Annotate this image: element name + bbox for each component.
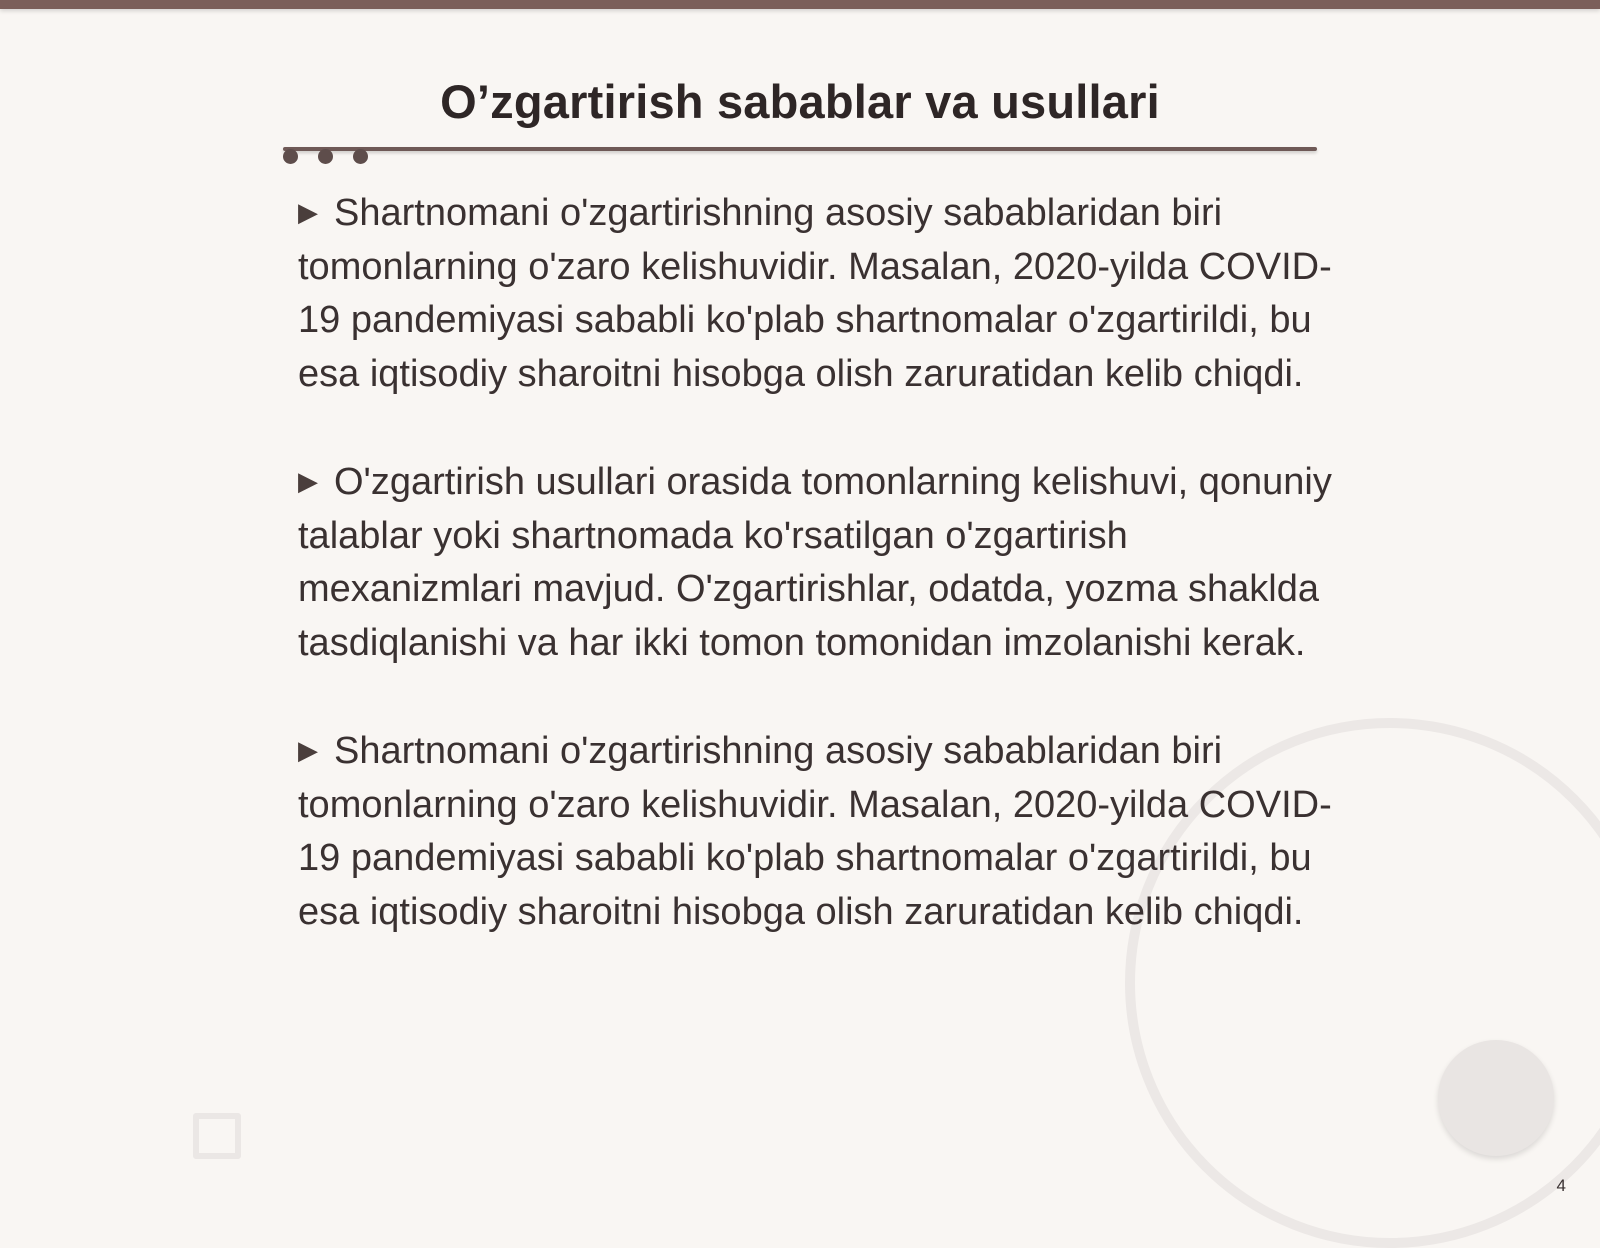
decorative-dot	[283, 149, 298, 164]
title-underline	[283, 147, 1317, 151]
slide-body	[298, 186, 1338, 993]
bullet-text: Shartnomani o'zgartirishning asosiy sabablaridan biri tomonlarning o'zaro kelishuvidir. Masalan, 2020-yilda COVID-19 pandemiyasi sababli ko'plab shartnomalar o'zgartirildi, bu esa iqtisodiy sharoitni hisobga olish zaruratidan kelib chiqdi.	[298, 730, 1332, 933]
top-accent-bar	[0, 0, 1600, 9]
decorative-dot	[318, 149, 333, 164]
bullet-item	[298, 186, 1338, 401]
bullet-text: O'zgartirish usullari orasida tomonlarning kelishuvi, qonuniy talablar yoki shartnomada ko'rsatilgan o'zgartirish mexanizmlari mavjud. O'zgartirishlar, odatda, yozma shaklda tasdiqlanishi va har ikki tomon tomonidan imzolanishi kerak.	[298, 461, 1332, 664]
decorative-circle	[1438, 1040, 1554, 1156]
bullet-text: Shartnomani o'zgartirishning asosiy sabablaridan biri tomonlarning o'zaro kelishuvidir. Masalan, 2020-yilda COVID-19 pandemiyasi sababli ko'plab shartnomalar o'zgartirildi, bu esa iqtisodiy sharoitni hisobga olish zaruratidan kelib chiqdi.	[298, 192, 1332, 395]
bullet-arrow-icon: ▶	[298, 197, 318, 227]
bullet-arrow-icon: ▶	[298, 466, 318, 496]
page-number: 4	[1556, 1176, 1566, 1195]
bullet-arrow-icon: ▶	[298, 735, 318, 765]
decorative-square	[193, 1113, 241, 1159]
slide-title: O’zgartirish sabablar va usullari	[440, 75, 1160, 128]
bullet-item	[298, 724, 1338, 939]
bullet-item	[298, 455, 1338, 670]
decorative-dot	[353, 149, 368, 164]
